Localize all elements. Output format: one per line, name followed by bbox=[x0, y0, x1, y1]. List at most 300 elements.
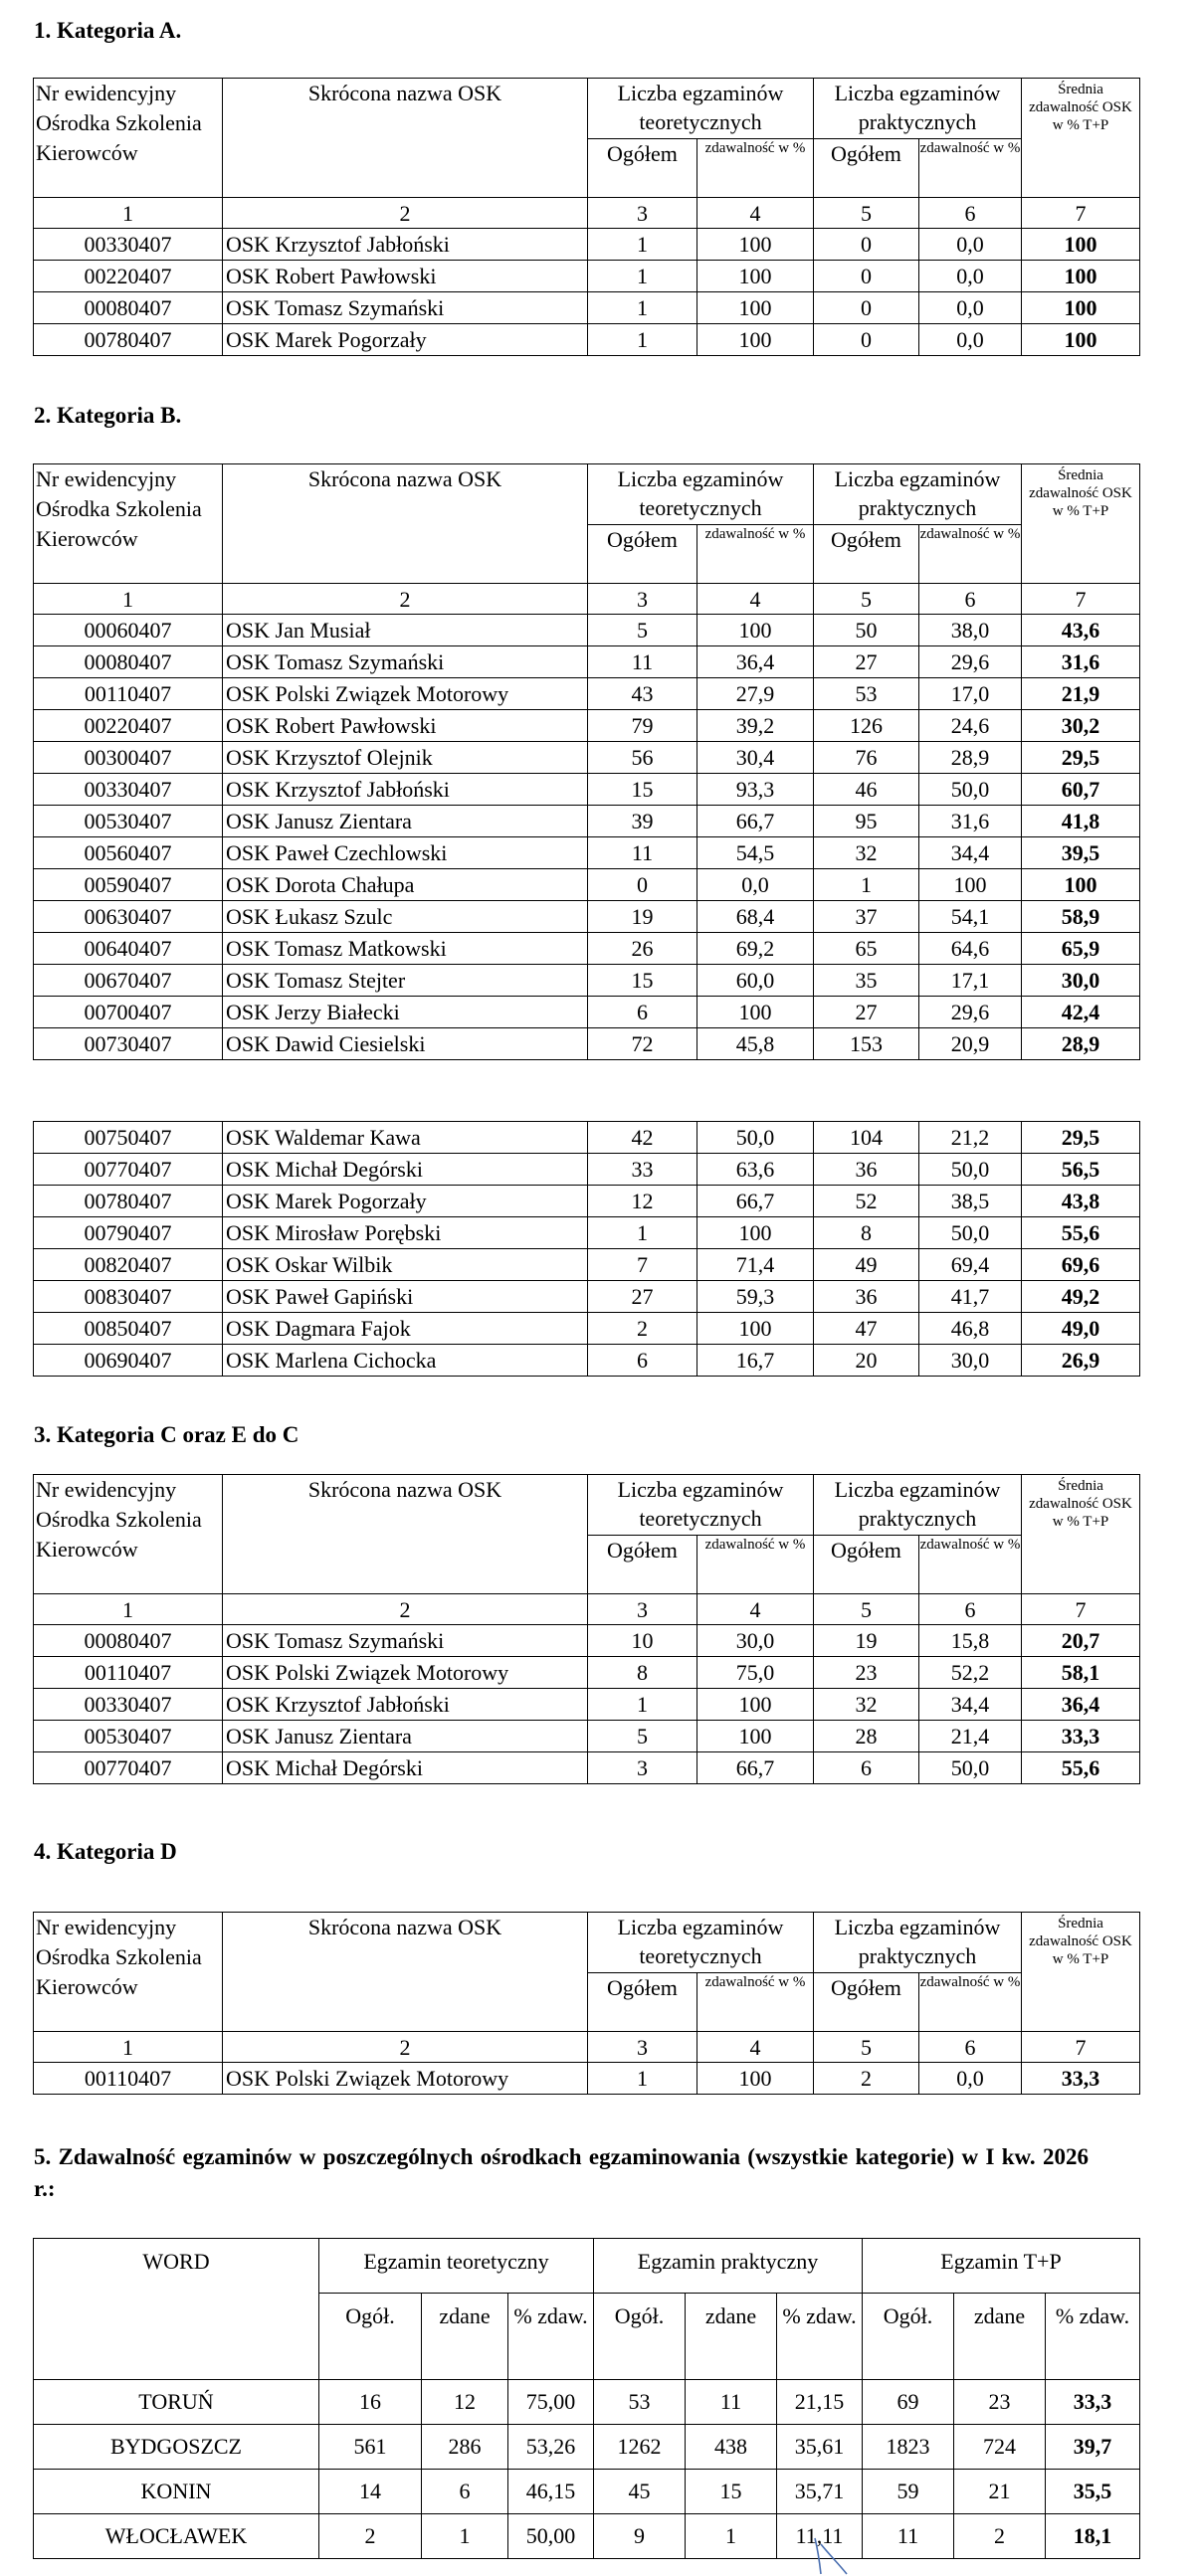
practice-pass-rate: 38,0 bbox=[919, 615, 1022, 646]
theory-total: 1 bbox=[588, 1689, 697, 1721]
column-number: 6 bbox=[919, 2032, 1022, 2063]
tp-pct: 35,5 bbox=[1046, 2470, 1140, 2514]
practice-total: 0 bbox=[814, 261, 919, 292]
practice-total: 52 bbox=[814, 1186, 919, 1217]
header-passed: zdane bbox=[422, 2294, 508, 2380]
osk-id: 00080407 bbox=[34, 292, 223, 324]
practice-passed: 1 bbox=[686, 2514, 777, 2559]
header-pct: % zdaw. bbox=[777, 2294, 863, 2380]
header-avg: Średnia zdawalność OSK w % T+P bbox=[1022, 79, 1140, 198]
word-header-row bbox=[34, 2239, 1140, 2294]
theory-pass-rate: 36,4 bbox=[697, 646, 814, 678]
practice-passed: 438 bbox=[686, 2425, 777, 2470]
header-id: Nr ewidencyjny Ośrodka Szkolenia Kierowców bbox=[34, 1475, 223, 1594]
table-kategoria-b-continued bbox=[33, 1121, 1140, 1377]
average-pass-rate: 58,9 bbox=[1022, 901, 1140, 933]
practice-pass-rate: 41,7 bbox=[919, 1281, 1022, 1313]
practice-pass-rate: 50,0 bbox=[919, 1154, 1022, 1186]
theory-pass-rate: 68,4 bbox=[697, 901, 814, 933]
header-theory-total: Ogółem bbox=[588, 139, 697, 198]
section-heading-kategoria-c: 3. Kategoria C oraz E do C bbox=[34, 1422, 299, 1447]
theory-pass-rate: 100 bbox=[697, 261, 814, 292]
osk-id: 00080407 bbox=[34, 646, 223, 678]
theory-passed: 6 bbox=[422, 2470, 508, 2514]
osk-id: 00750407 bbox=[34, 1122, 223, 1154]
table-row bbox=[34, 1657, 1140, 1689]
table-row bbox=[34, 1345, 1140, 1377]
theory-pass-rate: 39,2 bbox=[697, 710, 814, 742]
header-row bbox=[34, 1475, 1140, 1536]
average-pass-rate: 49,2 bbox=[1022, 1281, 1140, 1313]
table-row bbox=[34, 742, 1140, 774]
table-row bbox=[34, 901, 1140, 933]
theory-pass-rate: 60,0 bbox=[697, 965, 814, 997]
osk-id: 00700407 bbox=[34, 997, 223, 1028]
theory-pass-rate: 66,7 bbox=[697, 1186, 814, 1217]
theory-total: 14 bbox=[319, 2470, 422, 2514]
average-pass-rate: 100 bbox=[1022, 261, 1140, 292]
theory-pass-rate: 54,5 bbox=[697, 837, 814, 869]
osk-id: 00590407 bbox=[34, 869, 223, 901]
theory-pass-rate: 100 bbox=[697, 324, 814, 356]
practice-total: 32 bbox=[814, 837, 919, 869]
header-theory-total: Ogółem bbox=[588, 1973, 697, 2032]
header-theory: Liczba egzaminów teoretycznych bbox=[588, 1913, 814, 1973]
practice-pass-rate: 21,4 bbox=[919, 1721, 1022, 1752]
practice-pass-rate: 54,1 bbox=[919, 901, 1022, 933]
header-row bbox=[34, 79, 1140, 139]
osk-name: OSK Waldemar Kawa bbox=[223, 1122, 588, 1154]
word-name: TORUŃ bbox=[34, 2380, 319, 2425]
osk-id: 00730407 bbox=[34, 1028, 223, 1060]
osk-id: 00110407 bbox=[34, 1657, 223, 1689]
theory-pass-rate: 63,6 bbox=[697, 1154, 814, 1186]
osk-name: OSK Łukasz Szulc bbox=[223, 901, 588, 933]
theory-pass-rate: 59,3 bbox=[697, 1281, 814, 1313]
table-row bbox=[34, 2425, 1140, 2470]
theory-total: 7 bbox=[588, 1249, 697, 1281]
average-pass-rate: 58,1 bbox=[1022, 1657, 1140, 1689]
practice-total: 28 bbox=[814, 1721, 919, 1752]
header-practice: Liczba egzaminów praktycznych bbox=[814, 1475, 1022, 1536]
word-name: BYDGOSZCZ bbox=[34, 2425, 319, 2470]
practice-total: 153 bbox=[814, 1028, 919, 1060]
table-row bbox=[34, 324, 1140, 356]
column-number: 4 bbox=[697, 2032, 814, 2063]
header-passed: zdane bbox=[686, 2294, 777, 2380]
header-theory-exam: Egzamin teoretyczny bbox=[319, 2239, 594, 2294]
theory-total: 561 bbox=[319, 2425, 422, 2470]
practice-pass-rate: 38,5 bbox=[919, 1186, 1022, 1217]
practice-pass-rate: 34,4 bbox=[919, 837, 1022, 869]
practice-total: 1262 bbox=[594, 2425, 686, 2470]
osk-id: 00330407 bbox=[34, 774, 223, 806]
column-number: 6 bbox=[919, 198, 1022, 229]
column-number: 7 bbox=[1022, 198, 1140, 229]
column-number: 3 bbox=[588, 1594, 697, 1625]
theory-total: 15 bbox=[588, 965, 697, 997]
table-row bbox=[34, 678, 1140, 710]
header-total: Ogół. bbox=[863, 2294, 954, 2380]
pen-stroke bbox=[815, 2538, 847, 2574]
osk-name: OSK Dawid Ciesielski bbox=[223, 1028, 588, 1060]
osk-name: OSK Paweł Czechlowski bbox=[223, 837, 588, 869]
average-pass-rate: 55,6 bbox=[1022, 1217, 1140, 1249]
column-number: 3 bbox=[588, 198, 697, 229]
osk-name: OSK Tomasz Szymański bbox=[223, 1625, 588, 1657]
theory-total: 1 bbox=[588, 2063, 697, 2095]
practice-total: 53 bbox=[814, 678, 919, 710]
theory-pass-rate: 69,2 bbox=[697, 933, 814, 965]
average-pass-rate: 56,5 bbox=[1022, 1154, 1140, 1186]
table-row bbox=[34, 806, 1140, 837]
practice-pass-rate: 50,0 bbox=[919, 1217, 1022, 1249]
header-name: Skrócona nazwa OSK bbox=[223, 464, 588, 584]
average-pass-rate: 21,9 bbox=[1022, 678, 1140, 710]
theory-pct: 50,00 bbox=[508, 2514, 594, 2559]
theory-total: 5 bbox=[588, 615, 697, 646]
practice-passed: 11 bbox=[686, 2380, 777, 2425]
header-theory-pass: zdawalność w % bbox=[697, 1536, 814, 1594]
theory-pass-rate: 27,9 bbox=[697, 678, 814, 710]
header-word: WORD bbox=[34, 2239, 319, 2380]
osk-id: 00820407 bbox=[34, 1249, 223, 1281]
header-avg: Średnia zdawalność OSK w % T+P bbox=[1022, 464, 1140, 584]
theory-pass-rate: 100 bbox=[697, 292, 814, 324]
theory-pass-rate: 30,0 bbox=[697, 1625, 814, 1657]
osk-id: 00790407 bbox=[34, 1217, 223, 1249]
theory-pass-rate: 93,3 bbox=[697, 774, 814, 806]
header-practice-pass: zdawalność w % bbox=[919, 1973, 1022, 2032]
osk-name: OSK Janusz Zientara bbox=[223, 806, 588, 837]
header-theory-pass: zdawalność w % bbox=[697, 139, 814, 198]
theory-total: 3 bbox=[588, 1752, 697, 1784]
osk-name: OSK Oskar Wilbik bbox=[223, 1249, 588, 1281]
osk-name: OSK Michał Degórski bbox=[223, 1752, 588, 1784]
practice-pass-rate: 0,0 bbox=[919, 2063, 1022, 2095]
osk-id: 00530407 bbox=[34, 806, 223, 837]
header-theory-total: Ogółem bbox=[588, 1536, 697, 1594]
practice-total: 37 bbox=[814, 901, 919, 933]
header-name: Skrócona nazwa OSK bbox=[223, 1475, 588, 1594]
theory-passed: 286 bbox=[422, 2425, 508, 2470]
theory-pass-rate: 100 bbox=[697, 1721, 814, 1752]
osk-id: 00640407 bbox=[34, 933, 223, 965]
theory-total: 33 bbox=[588, 1154, 697, 1186]
column-number: 7 bbox=[1022, 2032, 1140, 2063]
practice-total: 53 bbox=[594, 2380, 686, 2425]
theory-pass-rate: 66,7 bbox=[697, 806, 814, 837]
average-pass-rate: 26,9 bbox=[1022, 1345, 1140, 1377]
header-total: Ogół. bbox=[594, 2294, 686, 2380]
average-pass-rate: 100 bbox=[1022, 324, 1140, 356]
tp-passed: 21 bbox=[954, 2470, 1046, 2514]
theory-total: 6 bbox=[588, 997, 697, 1028]
table-row bbox=[34, 1028, 1140, 1060]
practice-pass-rate: 100 bbox=[919, 869, 1022, 901]
average-pass-rate: 33,3 bbox=[1022, 1721, 1140, 1752]
osk-name: OSK Jerzy Białecki bbox=[223, 997, 588, 1028]
average-pass-rate: 65,9 bbox=[1022, 933, 1140, 965]
practice-total: 104 bbox=[814, 1122, 919, 1154]
theory-passed: 1 bbox=[422, 2514, 508, 2559]
practice-pass-rate: 17,1 bbox=[919, 965, 1022, 997]
osk-id: 00690407 bbox=[34, 1345, 223, 1377]
tp-passed: 724 bbox=[954, 2425, 1046, 2470]
osk-id: 00110407 bbox=[34, 678, 223, 710]
column-number: 4 bbox=[697, 1594, 814, 1625]
osk-name: OSK Polski Związek Motorowy bbox=[223, 678, 588, 710]
theory-total: 1 bbox=[588, 229, 697, 261]
osk-name: OSK Dagmara Fajok bbox=[223, 1313, 588, 1345]
osk-name: OSK Tomasz Szymański bbox=[223, 292, 588, 324]
column-number: 6 bbox=[919, 1594, 1022, 1625]
osk-name: OSK Krzysztof Jabłoński bbox=[223, 229, 588, 261]
column-number: 1 bbox=[34, 198, 223, 229]
theory-total: 0 bbox=[588, 869, 697, 901]
column-number: 5 bbox=[814, 1594, 919, 1625]
section-heading-word: 5. Zdawalność egzaminów w poszczególnych ośrodkach egzaminowania (wszystkie kategorie) w I kw. 2026 r.: bbox=[34, 2144, 1089, 2201]
practice-pass-rate: 0,0 bbox=[919, 292, 1022, 324]
table-row bbox=[34, 615, 1140, 646]
average-pass-rate: 100 bbox=[1022, 229, 1140, 261]
theory-pct: 75,00 bbox=[508, 2380, 594, 2425]
practice-pass-rate: 0,0 bbox=[919, 324, 1022, 356]
tp-total: 59 bbox=[863, 2470, 954, 2514]
osk-id: 00220407 bbox=[34, 261, 223, 292]
header-avg: Średnia zdawalność OSK w % T+P bbox=[1022, 1913, 1140, 2032]
tp-passed: 23 bbox=[954, 2380, 1046, 2425]
average-pass-rate: 55,6 bbox=[1022, 1752, 1140, 1784]
average-pass-rate: 29,5 bbox=[1022, 742, 1140, 774]
average-pass-rate: 33,3 bbox=[1022, 2063, 1140, 2095]
practice-pass-rate: 64,6 bbox=[919, 933, 1022, 965]
average-pass-rate: 30,0 bbox=[1022, 965, 1140, 997]
osk-name: OSK Marek Pogorzały bbox=[223, 324, 588, 356]
tp-pct: 33,3 bbox=[1046, 2380, 1140, 2425]
table-row bbox=[34, 261, 1140, 292]
osk-id: 00110407 bbox=[34, 2063, 223, 2095]
osk-name: OSK Polski Związek Motorowy bbox=[223, 1657, 588, 1689]
average-pass-rate: 43,8 bbox=[1022, 1186, 1140, 1217]
practice-pass-rate: 50,0 bbox=[919, 774, 1022, 806]
average-pass-rate: 28,9 bbox=[1022, 1028, 1140, 1060]
header-name: Skrócona nazwa OSK bbox=[223, 1913, 588, 2032]
osk-name: OSK Krzysztof Jabłoński bbox=[223, 1689, 588, 1721]
column-number: 2 bbox=[223, 198, 588, 229]
practice-total: 36 bbox=[814, 1281, 919, 1313]
column-number: 7 bbox=[1022, 1594, 1140, 1625]
osk-name: OSK Polski Związek Motorowy bbox=[223, 2063, 588, 2095]
theory-total: 1 bbox=[588, 292, 697, 324]
theory-total: 8 bbox=[588, 1657, 697, 1689]
practice-pass-rate: 52,2 bbox=[919, 1657, 1022, 1689]
theory-total: 26 bbox=[588, 933, 697, 965]
column-number: 2 bbox=[223, 1594, 588, 1625]
header-id: Nr ewidencyjny Ośrodka Szkolenia Kierowców bbox=[34, 79, 223, 198]
header-theory-pass: zdawalność w % bbox=[697, 1973, 814, 2032]
theory-total: 6 bbox=[588, 1345, 697, 1377]
header-theory: Liczba egzaminów teoretycznych bbox=[588, 464, 814, 525]
theory-total: 5 bbox=[588, 1721, 697, 1752]
column-number: 2 bbox=[223, 2032, 588, 2063]
theory-total: 16 bbox=[319, 2380, 422, 2425]
practice-total: 2 bbox=[814, 2063, 919, 2095]
practice-total: 6 bbox=[814, 1752, 919, 1784]
osk-id: 00780407 bbox=[34, 324, 223, 356]
table-row bbox=[34, 710, 1140, 742]
header-name: Skrócona nazwa OSK bbox=[223, 79, 588, 198]
osk-name: OSK Jan Musiał bbox=[223, 615, 588, 646]
header-practice-total: Ogółem bbox=[814, 1973, 919, 2032]
theory-total: 39 bbox=[588, 806, 697, 837]
osk-id: 00220407 bbox=[34, 710, 223, 742]
theory-pass-rate: 100 bbox=[697, 1313, 814, 1345]
practice-total: 0 bbox=[814, 229, 919, 261]
theory-total: 72 bbox=[588, 1028, 697, 1060]
tp-pct: 18,1 bbox=[1046, 2514, 1140, 2559]
theory-pass-rate: 45,8 bbox=[697, 1028, 814, 1060]
average-pass-rate: 69,6 bbox=[1022, 1249, 1140, 1281]
osk-id: 00330407 bbox=[34, 229, 223, 261]
table-row bbox=[34, 2514, 1140, 2559]
osk-id: 00560407 bbox=[34, 837, 223, 869]
table-row bbox=[34, 1217, 1140, 1249]
theory-pct: 53,26 bbox=[508, 2425, 594, 2470]
column-number: 2 bbox=[223, 584, 588, 615]
practice-total: 9 bbox=[594, 2514, 686, 2559]
header-practice-total: Ogółem bbox=[814, 1536, 919, 1594]
header-id: Nr ewidencyjny Ośrodka Szkolenia Kierowców bbox=[34, 464, 223, 584]
header-theory: Liczba egzaminów teoretycznych bbox=[588, 1475, 814, 1536]
practice-pass-rate: 24,6 bbox=[919, 710, 1022, 742]
practice-total: 35 bbox=[814, 965, 919, 997]
section-heading-kategoria-b: 2. Kategoria B. bbox=[34, 403, 182, 428]
header-practice: Liczba egzaminów praktycznych bbox=[814, 79, 1022, 139]
practice-total: 46 bbox=[814, 774, 919, 806]
osk-name: OSK Robert Pawłowski bbox=[223, 261, 588, 292]
osk-id: 00830407 bbox=[34, 1281, 223, 1313]
table-row bbox=[34, 229, 1140, 261]
practice-total: 126 bbox=[814, 710, 919, 742]
word-name: KONIN bbox=[34, 2470, 319, 2514]
osk-name: OSK Dorota Chałupa bbox=[223, 869, 588, 901]
theory-pass-rate: 100 bbox=[697, 997, 814, 1028]
tp-total: 11 bbox=[863, 2514, 954, 2559]
osk-name: OSK Mirosław Porębski bbox=[223, 1217, 588, 1249]
osk-id: 00770407 bbox=[34, 1752, 223, 1784]
table-row bbox=[34, 1689, 1140, 1721]
column-number: 6 bbox=[919, 584, 1022, 615]
average-pass-rate: 36,4 bbox=[1022, 1689, 1140, 1721]
header-theory-pass: zdawalność w % bbox=[697, 525, 814, 584]
theory-pass-rate: 30,4 bbox=[697, 742, 814, 774]
average-pass-rate: 31,6 bbox=[1022, 646, 1140, 678]
practice-total: 27 bbox=[814, 646, 919, 678]
theory-pass-rate: 50,0 bbox=[697, 1122, 814, 1154]
theory-pass-rate: 75,0 bbox=[697, 1657, 814, 1689]
average-pass-rate: 20,7 bbox=[1022, 1625, 1140, 1657]
practice-total: 23 bbox=[814, 1657, 919, 1689]
practice-pass-rate: 28,9 bbox=[919, 742, 1022, 774]
osk-name: OSK Janusz Zientara bbox=[223, 1721, 588, 1752]
theory-total: 56 bbox=[588, 742, 697, 774]
header-practice-total: Ogółem bbox=[814, 525, 919, 584]
theory-total: 1 bbox=[588, 1217, 697, 1249]
header-practice: Liczba egzaminów praktycznych bbox=[814, 464, 1022, 525]
theory-pass-rate: 100 bbox=[697, 1689, 814, 1721]
practice-total: 45 bbox=[594, 2470, 686, 2514]
osk-id: 00670407 bbox=[34, 965, 223, 997]
theory-total: 79 bbox=[588, 710, 697, 742]
osk-id: 00300407 bbox=[34, 742, 223, 774]
column-number: 1 bbox=[34, 584, 223, 615]
practice-total: 0 bbox=[814, 292, 919, 324]
table-row bbox=[34, 774, 1140, 806]
table-row bbox=[34, 869, 1140, 901]
column-number: 7 bbox=[1022, 584, 1140, 615]
column-number: 4 bbox=[697, 584, 814, 615]
practice-pass-rate: 69,4 bbox=[919, 1249, 1022, 1281]
column-number: 3 bbox=[588, 2032, 697, 2063]
theory-total: 1 bbox=[588, 261, 697, 292]
osk-name: OSK Tomasz Matkowski bbox=[223, 933, 588, 965]
practice-total: 49 bbox=[814, 1249, 919, 1281]
theory-pass-rate: 66,7 bbox=[697, 1752, 814, 1784]
theory-pass-rate: 16,7 bbox=[697, 1345, 814, 1377]
practice-pass-rate: 30,0 bbox=[919, 1345, 1022, 1377]
osk-id: 00770407 bbox=[34, 1154, 223, 1186]
average-pass-rate: 42,4 bbox=[1022, 997, 1140, 1028]
column-number: 1 bbox=[34, 2032, 223, 2063]
table-row bbox=[34, 2063, 1140, 2095]
theory-pass-rate: 100 bbox=[697, 2063, 814, 2095]
practice-total: 20 bbox=[814, 1345, 919, 1377]
practice-pass-rate: 0,0 bbox=[919, 261, 1022, 292]
header-tp-exam: Egzamin T+P bbox=[863, 2239, 1140, 2294]
header-total: Ogół. bbox=[319, 2294, 422, 2380]
average-pass-rate: 60,7 bbox=[1022, 774, 1140, 806]
osk-name: OSK Marlena Cichocka bbox=[223, 1345, 588, 1377]
header-practice-pass: zdawalność w % bbox=[919, 139, 1022, 198]
osk-id: 00530407 bbox=[34, 1721, 223, 1752]
header-theory-total: Ogółem bbox=[588, 525, 697, 584]
section-heading-kategoria-d: 4. Kategoria D bbox=[34, 1839, 177, 1864]
theory-passed: 12 bbox=[422, 2380, 508, 2425]
tp-total: 1823 bbox=[863, 2425, 954, 2470]
practice-pass-rate: 20,9 bbox=[919, 1028, 1022, 1060]
table-row bbox=[34, 1752, 1140, 1784]
theory-total: 11 bbox=[588, 837, 697, 869]
practice-pct: 11,11 bbox=[777, 2514, 863, 2559]
column-number-row bbox=[34, 198, 1140, 229]
theory-total: 12 bbox=[588, 1186, 697, 1217]
practice-pass-rate: 15,8 bbox=[919, 1625, 1022, 1657]
practice-passed: 15 bbox=[686, 2470, 777, 2514]
osk-name: OSK Tomasz Stejter bbox=[223, 965, 588, 997]
practice-total: 95 bbox=[814, 806, 919, 837]
table-row bbox=[34, 837, 1140, 869]
table-row bbox=[34, 1122, 1140, 1154]
practice-pass-rate: 29,6 bbox=[919, 997, 1022, 1028]
table-row bbox=[34, 1154, 1140, 1186]
theory-total: 27 bbox=[588, 1281, 697, 1313]
theory-pass-rate: 100 bbox=[697, 229, 814, 261]
table-row bbox=[34, 1721, 1140, 1752]
osk-id: 00630407 bbox=[34, 901, 223, 933]
practice-total: 36 bbox=[814, 1154, 919, 1186]
practice-pct: 21,15 bbox=[777, 2380, 863, 2425]
